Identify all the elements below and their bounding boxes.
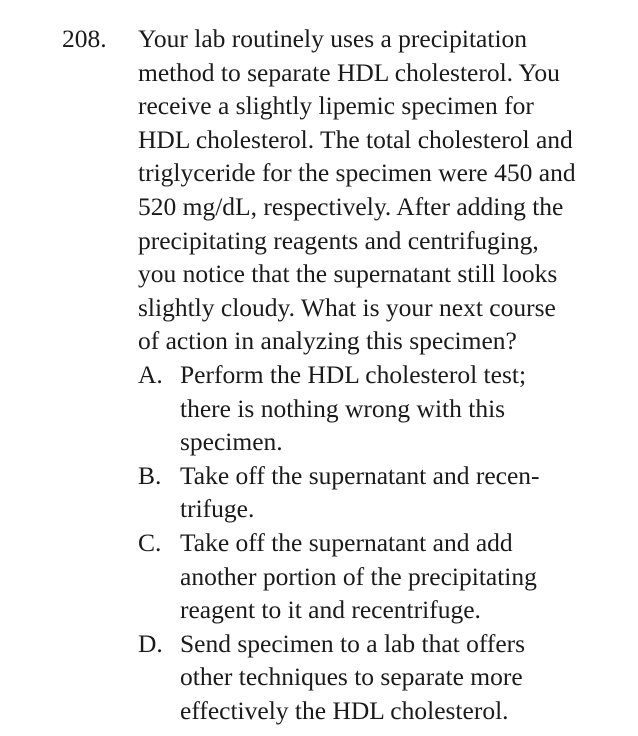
option-line: specimen.: [180, 427, 283, 457]
option-line: Send specimen to a lab that offers: [180, 628, 526, 658]
option-line: reagent to it and recentrifuge.: [180, 595, 481, 625]
option-d: [138, 627, 622, 728]
option-letter: C.: [138, 527, 162, 557]
option-letter: D.: [138, 628, 163, 658]
option-letter: A.: [138, 359, 163, 389]
option-line: trifuge.: [180, 494, 255, 524]
option-b: [138, 459, 622, 526]
stem-line: triglyceride for the specimen were 450 and: [138, 158, 576, 188]
option-line: Take off the supernatant and add: [180, 527, 513, 557]
stem-line: precipitating reagents and centrifuging,: [138, 225, 539, 255]
option-line: there is nothing wrong with this: [180, 393, 506, 423]
option-line: Take off the supernatant and recen-: [180, 460, 540, 490]
stem-line: 520 mg/dL, respectively. After adding the: [138, 191, 564, 221]
stem-line: method to separate HDL cholesterol. You: [138, 57, 560, 87]
stem-line: you notice that the supernatant still looks: [138, 259, 558, 289]
stem-line: HDL cholesterol. The total cholesterol and: [138, 124, 573, 154]
option-line: effectively the HDL cholesterol.: [180, 695, 509, 725]
option-a: [138, 358, 622, 459]
option-line: Perform the HDL cholesterol test;: [180, 359, 527, 389]
question-block: [62, 22, 622, 727]
stem-line: slightly cloudy. What is your next course: [138, 292, 556, 322]
option-line: another portion of the precipitating: [180, 561, 537, 591]
question-stem: [138, 22, 622, 358]
option-c: [138, 526, 622, 627]
stem-line: Your lab routinely uses a precipitation: [138, 24, 528, 53]
option-line: other techniques to separate more: [180, 662, 523, 692]
option-letter: B.: [138, 460, 162, 490]
answer-options: [138, 358, 622, 728]
stem-line: of action in analyzing this specimen?: [138, 326, 517, 356]
stem-line: receive a slightly lipemic specimen for: [138, 91, 534, 121]
question-number: 208.: [62, 24, 107, 53]
